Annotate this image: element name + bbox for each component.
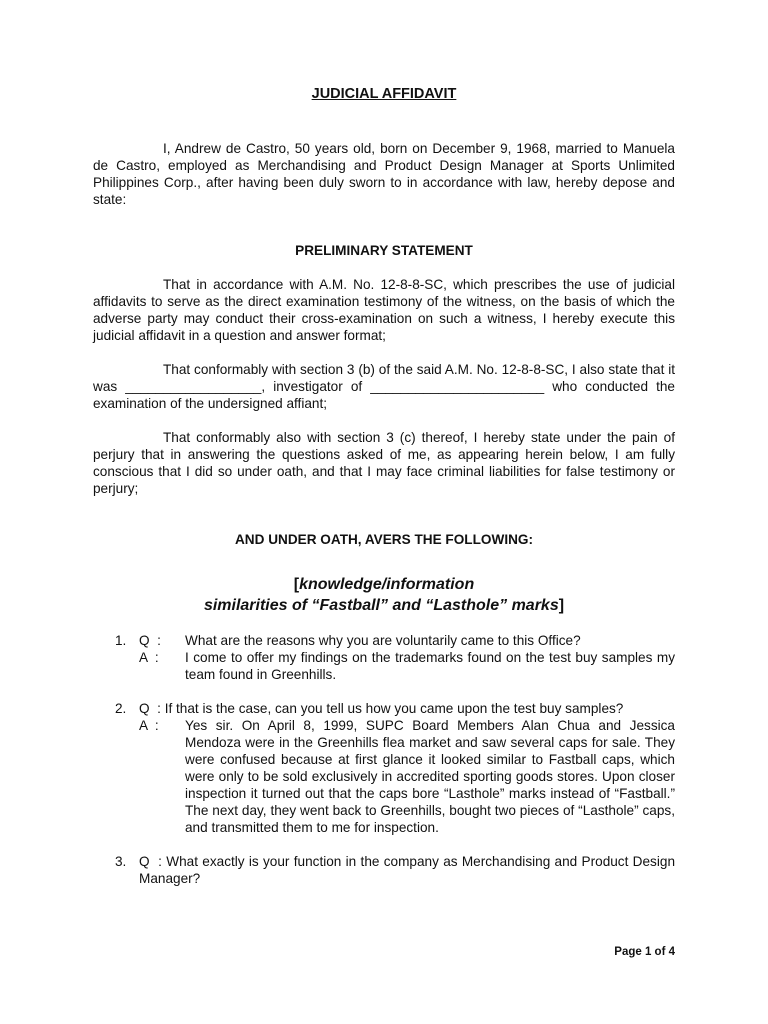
page-number-footer: Page 1 of 4 <box>614 946 675 958</box>
qa-number: 2. <box>115 701 127 716</box>
question-text: What are the reasons why you are voluntarily came to this Office? <box>185 633 581 648</box>
qa-answer-row <box>139 649 675 683</box>
qa-question-row <box>139 700 675 717</box>
a-label: A : <box>139 718 159 733</box>
oath-heading: AND UNDER OATH, AVERS THE FOLLOWING: <box>234 532 534 547</box>
q-label: Q : <box>139 633 161 648</box>
qa-number: 3. <box>115 854 127 869</box>
preliminary-heading: PRELIMINARY STATEMENT <box>295 243 473 258</box>
a-label: A : <box>139 650 159 665</box>
preliminary-paragraph-3: That conformably also with section 3 (c) thereof, I hereby state under the pain of perjury that in answering the questions asked of me, as appearing herein below, I am fully conscious that I did so under oath, and that I may face criminal liabilities for false testimony or perjury; <box>93 430 675 496</box>
preliminary-paragraph-2: That conformably with section 3 (b) of the said A.M. No. 12-8-8-SC, I also state that it was __________________, investigator of _______________________ who conducted the examination of the undersigned affiant; <box>93 362 675 411</box>
qa-answer-row <box>139 717 675 836</box>
q-label: Q : <box>139 701 161 716</box>
qa-item-1 <box>93 632 675 683</box>
qa-question-row <box>139 632 675 649</box>
qa-list <box>93 632 675 887</box>
question-text: What exactly is your function in the company as Merchandising and Product Design Manager? <box>139 854 675 886</box>
qa-item-2 <box>93 700 675 836</box>
document-title: JUDICIAL AFFIDAVIT <box>311 86 457 102</box>
bracket-open: [ <box>293 576 300 593</box>
qa-question-row <box>139 853 675 887</box>
bracket-close: ] <box>558 597 565 614</box>
document-body <box>93 86 675 887</box>
qa-item-3 <box>93 853 675 887</box>
qa-number: 1. <box>115 633 127 648</box>
subject-line-2-text: similarities of “Fastball” and “Lasthole” marks <box>203 597 559 614</box>
subject-line-1-text: knowledge/information <box>299 576 475 593</box>
subject-line-2 <box>93 595 675 616</box>
subject-line-1 <box>93 574 675 595</box>
answer-text: I come to offer my findings on the trademarks found on the test buy samples my team found in Greenhills. <box>185 650 675 682</box>
preliminary-paragraph-1: That in accordance with A.M. No. 12-8-8-SC, which prescribes the use of judicial affidavits to serve as the direct examination testimony of the witness, on the basis of which the adverse party may conduct their cross-examination on such a witness, I hereby execute this judicial affidavit in a question and answer format; <box>93 277 675 343</box>
question-text: If that is the case, can you tell us how you came upon the test buy samples? <box>164 701 624 716</box>
intro-paragraph: I, Andrew de Castro, 50 years old, born on December 9, 1968, married to Manuela de Castro, employed as Merchandising and Product Design Manager at Sports Unlimited Philippines Corp., after having been duly sworn to in accordance with law, hereby depose and state: <box>93 141 675 207</box>
answer-text: Yes sir. On April 8, 1999, SUPC Board Members Alan Chua and Jessica Mendoza were in the Greenhills flea market and saw several caps for sale. They were confused because at first glance it looked similar to Fastball caps, which were only to be sold exclusively in accredited sporting goods stores. Upon closer inspection it turned out that the caps bore “Lasthole” marks instead of “Fastball.” The next day, they went back to Greenhills, bought two pieces of “Lasthole” caps, and transmitted them to me for inspection. <box>185 718 675 835</box>
q-label: Q : <box>139 854 162 869</box>
